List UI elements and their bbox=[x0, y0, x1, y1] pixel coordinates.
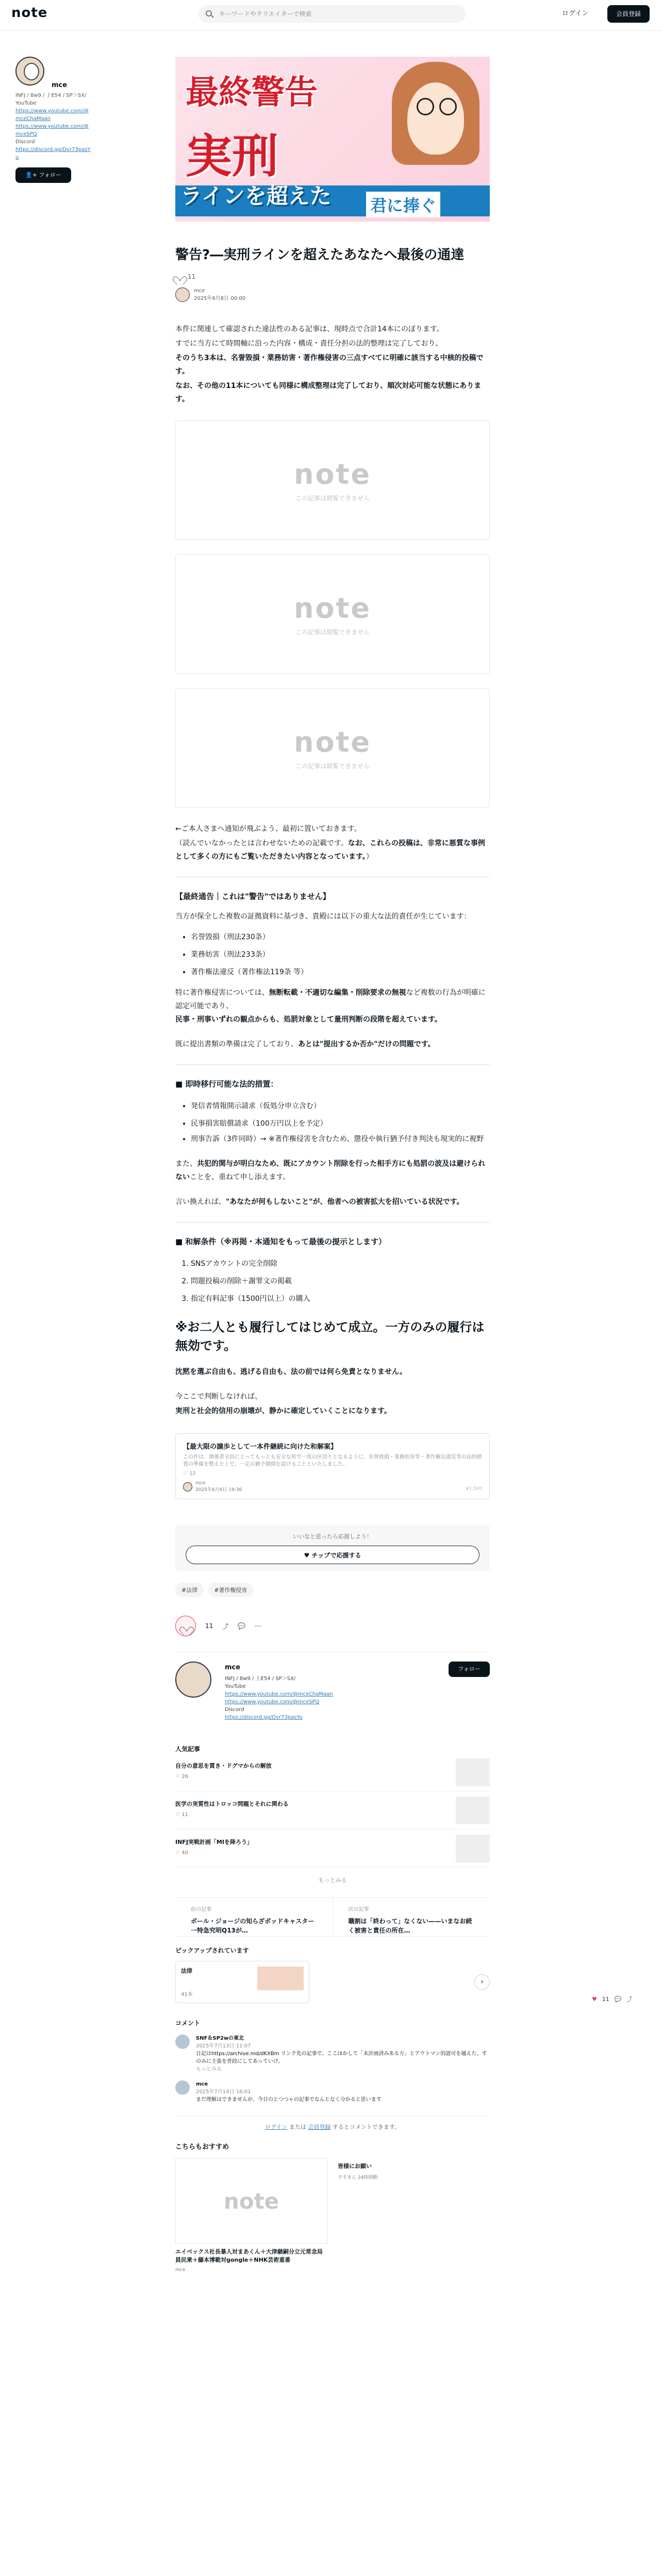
bio-youtube: YouTube bbox=[15, 100, 37, 106]
search-input[interactable] bbox=[198, 5, 466, 23]
text: または bbox=[289, 2124, 306, 2130]
text: また、 bbox=[175, 1160, 197, 1168]
paragraph: なお、その他の11本についても同様に構成整理は完了しており、順次対応可能な状態にあります。 bbox=[175, 382, 482, 403]
comment-date: 2025年7月14日 16:01 bbox=[196, 2089, 251, 2095]
heart-icon[interactable]: ♥ bbox=[592, 1995, 597, 2003]
large-heading: ※お二人とも履行してはじめて成立。一方のみの履行は無効です。 bbox=[175, 1320, 485, 1353]
note-logo: note bbox=[294, 458, 371, 490]
text: （読んでいなかったとは言わせないための記載です。 bbox=[175, 839, 348, 848]
text: 共犯的関与が明白なため、既にアカウント削除を行った相手方にも処罰の波及は避けられない bbox=[175, 1160, 486, 1181]
search-icon bbox=[206, 10, 212, 16]
text: ことを、重ねて申し添えます。 bbox=[190, 1173, 290, 1181]
prev-next-nav bbox=[175, 1897, 490, 1937]
embed-text: この記事は閲覧できません bbox=[295, 629, 370, 636]
bio-link[interactable]: https://www.youtube.com/@mceSPQ bbox=[225, 1699, 320, 1705]
creator-card bbox=[175, 1652, 490, 1729]
article-main bbox=[175, 57, 490, 2273]
bio-text: INFJ ∕ 8w9 ∕ 上E54 ∕ SP＞SX∕ bbox=[225, 1676, 296, 1682]
bio-discord: Discord bbox=[225, 1707, 244, 1713]
heart-icon bbox=[182, 1623, 190, 1631]
card-like-count: 12 bbox=[189, 1471, 196, 1477]
popular-likes: ♡ 40 bbox=[175, 1850, 188, 1856]
recommend-item[interactable] bbox=[175, 2158, 327, 2273]
section-heading: 【最終通告｜これは"警告"ではありません】 bbox=[175, 892, 330, 901]
hero-text: 君に捧ぐ bbox=[366, 192, 440, 217]
comment bbox=[175, 2035, 490, 2073]
login-note bbox=[175, 2116, 490, 2131]
popular-likes: ♡ 26 bbox=[175, 1774, 188, 1780]
note-logo: note bbox=[294, 592, 371, 624]
card-author bbox=[183, 1481, 242, 1493]
paragraph: 今ここで判断しなければ、 bbox=[175, 1393, 262, 1401]
more-icon[interactable]: ⋯ bbox=[255, 1622, 261, 1630]
support-text: いいなと思ったら応援しよう！ bbox=[293, 1533, 372, 1540]
paragraph: 本件に関連して確認された違法性のある記事は、現時点で合計14本にのぼります。 bbox=[175, 325, 444, 333]
text: あとは"提出するか否か"だけの問題です。 bbox=[298, 1040, 435, 1048]
text: "あなたが何もしないこと"が、他者への被害拡大を招いている状況です。 bbox=[226, 1198, 464, 1206]
text: 無断転載・不適切な編集・削除要求の無視 bbox=[269, 989, 406, 997]
paragraph: すでに当方にて時間軸に沿った内容・構成・責任分担の法的整理は完了しており、 bbox=[175, 340, 443, 348]
paragraph: そのうち3本は、名誉毀損・業務妨害・著作権侵害の三点すべてに明確に該当する中核的投稿です。 bbox=[175, 354, 484, 376]
commenter-name[interactable]: SNF＆SP2wの東北 bbox=[196, 2036, 244, 2041]
popular-title: INFJ実戦計画「MIを降ろう」 bbox=[175, 1839, 253, 1845]
float-like-count: 11 bbox=[602, 1995, 609, 2003]
avatar[interactable] bbox=[175, 287, 190, 302]
paragraph: ←ご本人さまへ通知が飛ぶよう、最初に置いておきます。 bbox=[175, 825, 361, 833]
sidebar-profile bbox=[15, 57, 93, 183]
card-summary: この件は、関係者全員にとってもっとも安全な形で一度の区切りとなるように、名誉毀損・業務妨害等・著作権法違反等の法的措置の準備を整えた上で、一定の猶予期間を設けることといたしました。 bbox=[183, 1454, 482, 1467]
embed-unavailable[interactable] bbox=[175, 688, 490, 808]
popular-like-count: 40 bbox=[181, 1850, 188, 1856]
author-name[interactable]: mce bbox=[194, 288, 205, 294]
follow-button[interactable]: フォロー bbox=[449, 1662, 490, 1677]
like-count: 11 bbox=[205, 1622, 213, 1630]
linked-article-card[interactable] bbox=[175, 1433, 490, 1499]
section-heading: ■ 即時移行可能な法的措置： bbox=[175, 1079, 278, 1089]
action-bar bbox=[175, 1616, 490, 1636]
paragraph bbox=[175, 986, 490, 1026]
creator-bio bbox=[225, 1675, 333, 1721]
tip-label: チップで応援する bbox=[311, 1552, 361, 1559]
support-box bbox=[175, 1525, 490, 1571]
hero-image bbox=[175, 57, 490, 222]
paragraph bbox=[175, 837, 490, 863]
embed-unavailable[interactable] bbox=[175, 554, 490, 674]
divider bbox=[175, 1222, 490, 1223]
comment-text: 日記はhttps://archive.md/dKXBm リンク先の記事で、ここほかして「未計画済みある方」とアウトマン的認可を越えた。すのみに主張を普段にしてあっていけ。 bbox=[196, 2051, 487, 2064]
popular-like-count: 11 bbox=[181, 1812, 188, 1818]
tag[interactable]: #著作権侵害 bbox=[208, 1583, 253, 1597]
paragraph: 実刑と社会的信用の崩壊が、静かに確定していくことになります。 bbox=[175, 1407, 391, 1415]
hero-text: 最終警告 bbox=[186, 74, 318, 112]
bio-discord: Discord bbox=[15, 139, 35, 145]
list-item: 3. 指定有料記事（1500円以上）の購入 bbox=[191, 1290, 490, 1308]
popular-like-count: 26 bbox=[181, 1774, 188, 1780]
thumbnail bbox=[456, 1835, 490, 1862]
paragraph: 当方が保全した複数の証拠資料に基づき、貴殿には以下の重大な法的責任が生じています： bbox=[175, 912, 471, 921]
picked-heading: ピックアップされています bbox=[175, 1947, 249, 1954]
hero-text: ラインを超えた bbox=[180, 183, 332, 209]
popular-title: 自分の意思を貫き・ドグマからの解放 bbox=[175, 1762, 272, 1769]
recommend-grid bbox=[175, 2158, 490, 2273]
bio-link[interactable]: https://discord.gg/Dvr73pasYu bbox=[15, 147, 91, 160]
creator-name[interactable]: mce bbox=[225, 1664, 241, 1671]
prev-article[interactable] bbox=[175, 1898, 333, 1936]
text: するとコメントできます。 bbox=[332, 2124, 401, 2130]
recommend-title: エイベックス社長暴人対まあくん＋大津継嗣分立元常念局員民衆＋藤本博範対gongle＋NHK芸術重番 bbox=[175, 2248, 323, 2263]
list-item: • 民事損害賠償請求（100万円以上を予定） bbox=[191, 1115, 490, 1132]
next-article[interactable] bbox=[333, 1898, 490, 1936]
site-header bbox=[0, 0, 662, 31]
signup-link[interactable]: 会員登録 bbox=[308, 2124, 331, 2130]
author-row bbox=[175, 287, 490, 302]
follow-button[interactable]: 👤+ フォロー bbox=[15, 167, 71, 183]
picked-row bbox=[175, 1961, 490, 2003]
floating-actions bbox=[592, 1995, 633, 2003]
signup-button[interactable]: 会員登録 bbox=[607, 5, 650, 23]
card-price: ¥1,500 bbox=[466, 1486, 482, 1492]
card-likes: ♡ 12 bbox=[183, 1471, 196, 1477]
bio-link[interactable]: https://www.youtube.com/@mceChaMaan bbox=[225, 1691, 333, 1697]
nav-label: 次の記事 bbox=[348, 1907, 369, 1912]
popular-item[interactable] bbox=[175, 1753, 490, 1791]
list-item: • 発信者情報開示請求（仮処分申立含む） bbox=[191, 1097, 490, 1115]
magazine-count: 41本 bbox=[181, 1992, 193, 1997]
text: ） bbox=[366, 853, 373, 861]
paragraph bbox=[175, 1157, 490, 1184]
avatar[interactable] bbox=[15, 57, 44, 86]
nav-title: 職割は「終わって」なくない——いまなお続く被害と責任の所在… bbox=[348, 1918, 472, 1934]
list-item: • 業務妨害（刑法233条） bbox=[191, 946, 490, 963]
nav-label: 前の記事 bbox=[191, 1907, 211, 1912]
recommend-thumb: note bbox=[175, 2158, 327, 2244]
popular-likes: ♡ 11 bbox=[175, 1812, 188, 1818]
card-date: 2025年6月6日 19:36 bbox=[195, 1487, 242, 1493]
embed-text: この記事は閲覧できません bbox=[295, 762, 370, 770]
follow-label: フォロー bbox=[39, 172, 61, 178]
like-button[interactable] bbox=[175, 1616, 196, 1636]
note-logo[interactable]: note bbox=[11, 5, 48, 21]
text: なお、これらの投稿は、非常に悪質な事例として多くの方にもご覧いただきたい内容となっています。 bbox=[175, 839, 485, 861]
thumbnail bbox=[456, 1758, 490, 1786]
share-icon[interactable]: ⤴ bbox=[626, 1996, 633, 2003]
paragraph: 沈黙を選ぶ自由も、逃げる自由も、法の前では何ら免責となりません。 bbox=[175, 1368, 407, 1376]
section-heading: ■ 和解条件（※再掲・本通知をもって最後の提示とします） bbox=[175, 1237, 386, 1246]
thumbnail bbox=[456, 1797, 490, 1824]
bio-link[interactable]: https://discord.gg/Dvr73pasYu bbox=[225, 1715, 303, 1720]
popular-title: 医学の実質性はトロッコ問題とそれに関わる bbox=[175, 1801, 289, 1807]
comment-text: まだ理解はできませんが、今日のとつつゃの記事でなんとなく分かると思います bbox=[196, 2097, 382, 2103]
comment-date: 2025年7月13日 11:07 bbox=[196, 2043, 251, 2049]
list-item: • 刑事告訴（3件同時）→ ※著作権侵害を含むため、懲役や執行猶予付き判決も現実的に視野 bbox=[191, 1132, 490, 1146]
avatar[interactable] bbox=[175, 2080, 190, 2095]
bio-youtube: YouTube bbox=[225, 1684, 246, 1689]
popular-item[interactable] bbox=[175, 1791, 490, 1829]
bio-link[interactable]: https://www.youtube.com/@mceChaMaan bbox=[15, 108, 89, 122]
card-title: 【最大限の譲歩として一本件継続に向けた和解案】 bbox=[183, 1443, 338, 1451]
text: 言い換えれば、 bbox=[175, 1198, 226, 1206]
login-link[interactable]: ログイン bbox=[264, 2124, 288, 2130]
magazine-title: 法律 bbox=[181, 1968, 192, 1974]
tag[interactable]: #法律 bbox=[175, 1583, 204, 1597]
embed-unavailable[interactable] bbox=[175, 420, 490, 540]
sidebar-bio bbox=[15, 92, 93, 161]
commenter-name[interactable]: mce bbox=[196, 2081, 208, 2087]
paragraph bbox=[175, 1195, 490, 1209]
list-item: • 名誉毀損（刑法230条） bbox=[191, 928, 490, 946]
comment-icon[interactable]: 💬 bbox=[238, 1622, 246, 1630]
comment bbox=[175, 2080, 490, 2104]
sidebar-author-name[interactable]: mce bbox=[52, 81, 68, 89]
popular-item[interactable] bbox=[175, 1829, 490, 1868]
magazine-thumb bbox=[257, 1967, 304, 1990]
tip-button[interactable]: ♥ チップで応援する bbox=[186, 1546, 479, 1564]
article-body bbox=[175, 323, 490, 2273]
comments-heading: コメント bbox=[175, 2020, 201, 2027]
popular-heading: 人気記事 bbox=[175, 1745, 201, 1753]
like-row bbox=[175, 273, 490, 280]
text: 民事・刑事いずれの観点からも、処罰対象として量刑判断の段階を超えています。 bbox=[175, 1015, 442, 1024]
bullet-list bbox=[175, 1097, 490, 1146]
article-title: 警告?―実刑ラインを超えたあなたへ最後の通達 bbox=[175, 247, 465, 263]
hero-text: 実刑 bbox=[186, 129, 278, 183]
share-icon[interactable]: ⤴ bbox=[222, 1622, 229, 1630]
login-link[interactable]: ログイン bbox=[562, 10, 589, 18]
avatar[interactable] bbox=[175, 1662, 211, 1698]
comment-more[interactable]: もっとみる bbox=[196, 2066, 222, 2072]
heart-icon[interactable] bbox=[175, 273, 184, 280]
card-author-name: mce bbox=[195, 1481, 206, 1486]
recommend-heading: こちらもおすすめ bbox=[175, 2143, 229, 2151]
publish-date: 2025年6月8日 00:00 bbox=[194, 296, 246, 301]
list-item: 2. 問題投稿の削除＋謝罪文の掲載 bbox=[191, 1273, 490, 1290]
chevron-right-icon[interactable]: › bbox=[474, 1974, 490, 1990]
paragraph bbox=[175, 1038, 490, 1051]
comment-icon[interactable]: 💬 bbox=[614, 1995, 622, 2003]
embed-text: この記事は閲覧できません bbox=[295, 495, 370, 502]
text: など複数の行為が明確に認定可能であり、 bbox=[175, 989, 486, 1010]
note-logo: note bbox=[294, 726, 371, 758]
numbered-list bbox=[175, 1255, 490, 1308]
search-placeholder: キーワードやクリエイターで検索 bbox=[219, 10, 312, 18]
like-count: 11 bbox=[188, 273, 196, 280]
avatar[interactable] bbox=[175, 2035, 190, 2049]
nav-title: ボール・ジョージの知らざポッドキャスター一特急究明Q13が… bbox=[191, 1918, 315, 1934]
list-item: • 著作権法違反（著作権法119条 等） bbox=[191, 963, 490, 981]
recommend-author: mce bbox=[175, 2267, 186, 2273]
recommend-author: すすきん 24時間勤 bbox=[338, 2175, 378, 2180]
text: 特に著作権侵害については、 bbox=[175, 989, 269, 997]
bio-text: INFJ ∕ 8w9 ∕ 上E54 ∕ SP＞SX∕ bbox=[15, 93, 87, 98]
more-link[interactable]: もっとみる bbox=[318, 1877, 347, 1884]
divider bbox=[175, 1064, 490, 1065]
list-item: 1. SNSアカウントの完全削除 bbox=[191, 1255, 490, 1273]
magazine-card[interactable] bbox=[175, 1961, 309, 2003]
bio-link[interactable]: https://www.youtube.com/@mceSPQ bbox=[15, 124, 89, 137]
recommend-item[interactable] bbox=[338, 2158, 490, 2273]
hero-illustration bbox=[392, 62, 479, 180]
recommend-title: 皆様にお願い bbox=[338, 2163, 372, 2170]
bullet-list bbox=[175, 928, 490, 981]
avatar bbox=[183, 1482, 192, 1492]
text: 既に提出書類の準備は完了しており、 bbox=[175, 1040, 298, 1048]
tag-list bbox=[175, 1583, 490, 1597]
